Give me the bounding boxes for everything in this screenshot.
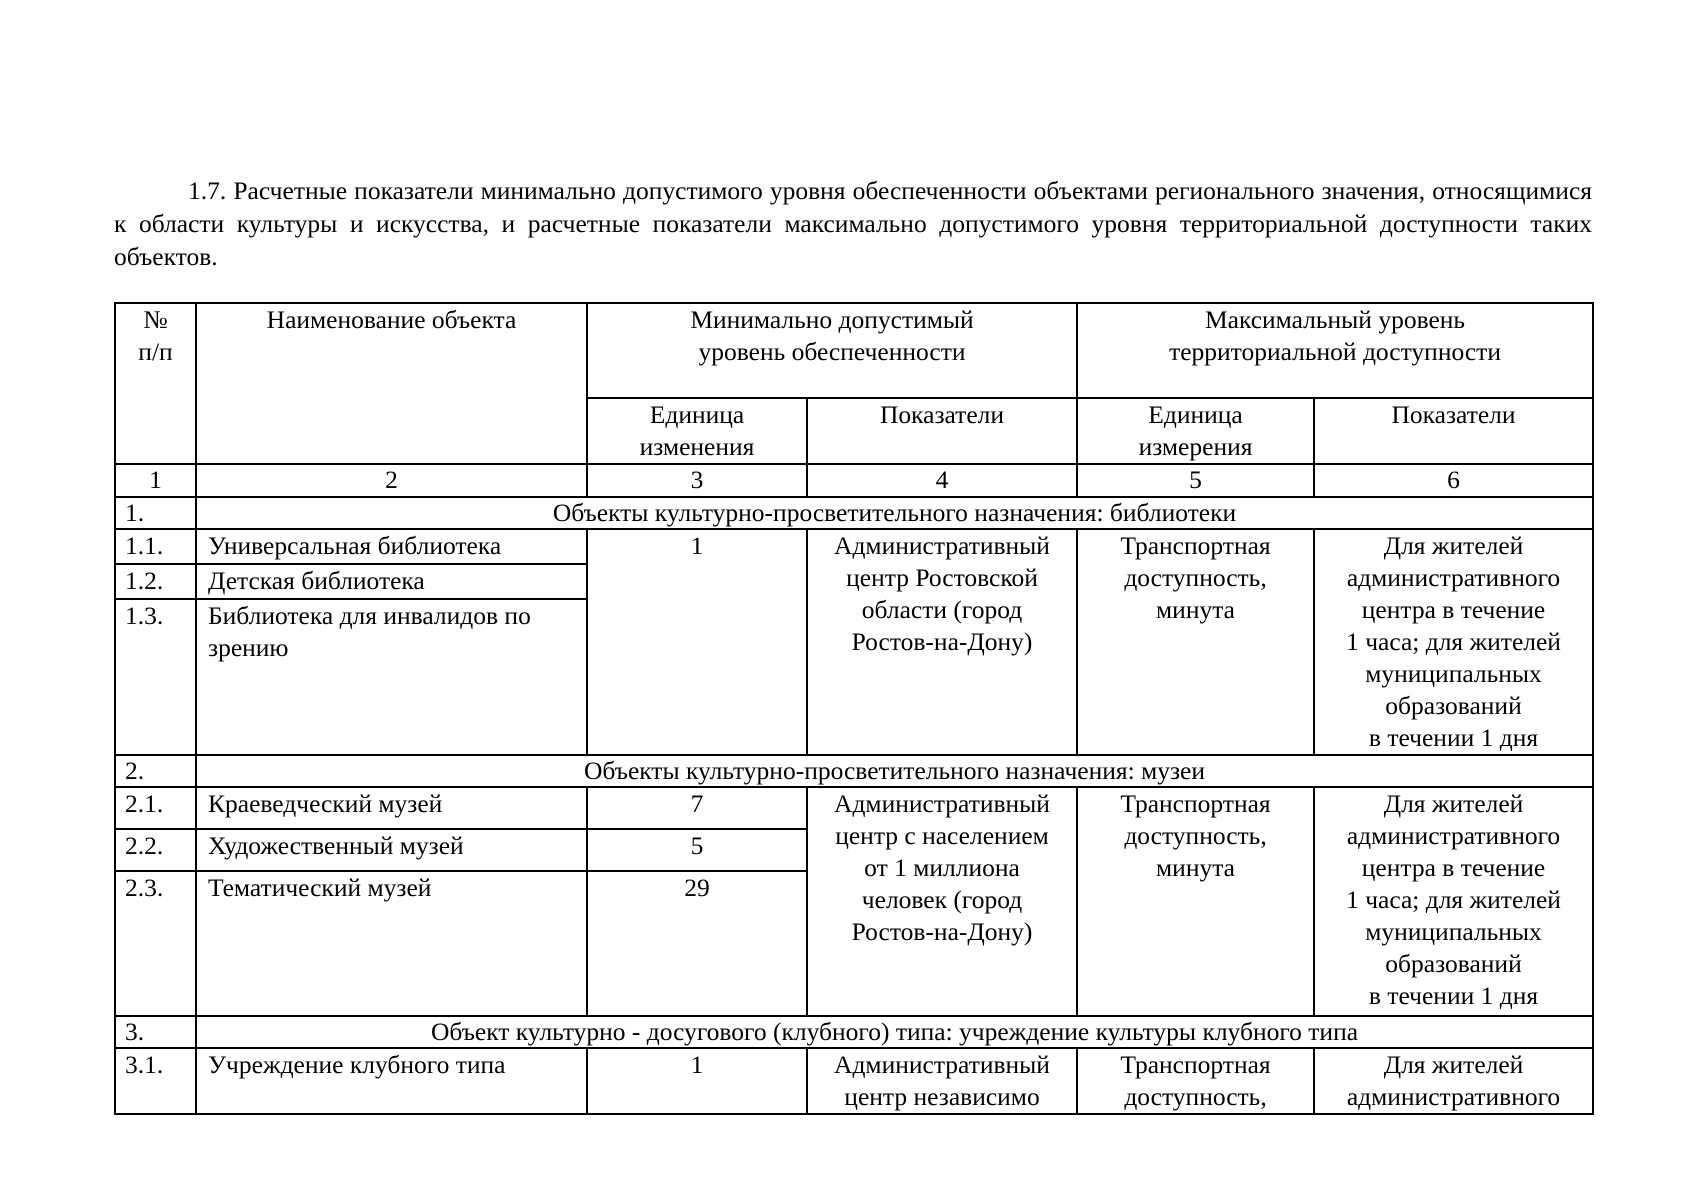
row-name: Библиотека для инвалидов по зрению (196, 599, 587, 755)
section-row (115, 1016, 1593, 1048)
access-line: Для жителей (1383, 789, 1524, 818)
row-indicator (807, 787, 1077, 1016)
access-line: образований (1385, 691, 1522, 720)
row-num: 1.2. (115, 564, 196, 599)
row-access (1314, 787, 1593, 1016)
access-line: Для жителей (1383, 1050, 1524, 1079)
row-num: 2.2. (115, 829, 196, 871)
row-num: 3.1. (115, 1048, 196, 1114)
header-min-unit-line1: Единица (649, 400, 745, 429)
unit-line: доступность, (1124, 563, 1267, 592)
column-index-cell: 4 (807, 464, 1077, 497)
row-num: 1.3. (115, 599, 196, 755)
section-row (115, 497, 1593, 529)
section-title: Объекты культурно-просветительного назначения: библиотеки (196, 497, 1593, 529)
row-unit (1077, 529, 1314, 755)
row-value: 29 (587, 871, 807, 1016)
indicator-line: Административный (834, 1050, 1050, 1079)
indicator-line: Административный (834, 789, 1050, 818)
unit-line: доступность, (1124, 821, 1267, 850)
unit-line: Транспортная (1120, 789, 1271, 818)
row-name: Детская библиотека (196, 564, 587, 599)
intro-paragraph: 1.7. Расчетные показатели минимально допустимого уровня обеспеченности объектами регионального значения, относящимися к области культуры и искусства, и расчетные показатели максимально допустимого уровня территориальной доступности таких объектов. (114, 176, 1592, 271)
unit-line: доступность, (1124, 1082, 1267, 1111)
row-name: Учреждение клубного типа (196, 1048, 587, 1114)
indicator-line: центр Ростовской (846, 563, 1038, 592)
header-num-line1: № (143, 305, 168, 334)
row-value: 1 (587, 1048, 807, 1114)
access-line: административного (1346, 821, 1561, 850)
row-num: 2.3. (115, 871, 196, 1016)
column-index-cell: 1 (115, 464, 196, 497)
section-row (115, 755, 1593, 787)
row-access (1314, 529, 1593, 755)
row-indicator (807, 1048, 1077, 1114)
indicator-line: человек (город (861, 885, 1023, 914)
access-line: Для жителей (1383, 531, 1524, 560)
indicator-line: Ростов-на-Дону) (851, 627, 1033, 656)
header-max-group (1077, 303, 1593, 398)
access-line: муниципальных (1365, 659, 1542, 688)
row-unit (1077, 1048, 1314, 1114)
access-line: административного (1346, 563, 1561, 592)
row-value: 1 (587, 529, 807, 755)
section-num: 3. (115, 1016, 196, 1048)
access-line: административного (1346, 1082, 1561, 1111)
unit-line: Транспортная (1120, 531, 1271, 560)
section-title: Объект культурно - досугового (клубного) типа: учреждение культуры клубного типа (196, 1016, 1593, 1048)
unit-line: минута (1156, 595, 1235, 624)
access-line: в течении 1 дня (1368, 981, 1539, 1010)
section-num: 1. (115, 497, 196, 529)
row-name: Художественный музей (196, 829, 587, 871)
indicator-line: области (город (861, 595, 1023, 624)
indicator-line: Ростов-на-Дону) (851, 917, 1033, 946)
header-max-unit-line1: Единица (1148, 400, 1243, 429)
unit-line: минута (1156, 853, 1235, 882)
row-num: 2.1. (115, 787, 196, 829)
indicator-line: от 1 миллиона (864, 853, 1020, 882)
row-name: Тематический музей (196, 871, 587, 1016)
table-row (115, 529, 1593, 564)
column-index-cell: 2 (196, 464, 587, 497)
header-max-group-line1: Максимальный уровень (1204, 305, 1466, 334)
header-name: Наименование объекта (196, 303, 587, 464)
row-name: Краеведческий музей (196, 787, 587, 829)
row-value: 7 (587, 787, 807, 829)
row-name: Универсальная библиотека (196, 529, 587, 564)
access-line: центра в течение (1361, 853, 1546, 882)
culture-objects-table (114, 302, 1594, 1115)
access-line: образований (1385, 949, 1522, 978)
column-index-cell: 6 (1314, 464, 1593, 497)
access-line: 1 часа; для жителей (1346, 627, 1561, 656)
indicator-line: центр независимо (844, 1082, 1040, 1111)
section-num: 2. (115, 755, 196, 787)
table-row (115, 1048, 1593, 1114)
row-access (1314, 1048, 1593, 1114)
header-num (115, 303, 196, 464)
access-line: муниципальных (1365, 917, 1542, 946)
header-min-group-line1: Минимально допустимый (690, 305, 974, 334)
section-title: Объекты культурно-просветительного назначения: музеи (196, 755, 1593, 787)
row-unit (1077, 787, 1314, 1016)
unit-line: Транспортная (1120, 1050, 1271, 1079)
indicator-line: Административный (834, 531, 1050, 560)
row-indicator (807, 529, 1077, 755)
indicator-line: центр с населением (835, 821, 1049, 850)
header-min-group (587, 303, 1077, 398)
row-num: 1.1. (115, 529, 196, 564)
header-max-unit-line2: измерения (1138, 432, 1253, 461)
header-max-indicator: Показатели (1314, 398, 1593, 464)
header-min-unit-line2: изменения (639, 432, 755, 461)
header-num-line2: п/п (138, 337, 173, 366)
column-index-row (115, 464, 1593, 497)
header-max-group-line2: территориальной доступности (1169, 337, 1501, 366)
row-value: 5 (587, 829, 807, 871)
header-min-unit (587, 398, 807, 464)
access-line: в течении 1 дня (1368, 723, 1539, 752)
header-min-indicator: Показатели (807, 398, 1077, 464)
table-row (115, 787, 1593, 829)
header-min-group-line2: уровень обеспеченности (698, 337, 966, 366)
access-line: центра в течение (1361, 595, 1546, 624)
header-max-unit (1077, 398, 1314, 464)
access-line: 1 часа; для жителей (1346, 885, 1561, 914)
column-index-cell: 5 (1077, 464, 1314, 497)
column-index-cell: 3 (587, 464, 807, 497)
